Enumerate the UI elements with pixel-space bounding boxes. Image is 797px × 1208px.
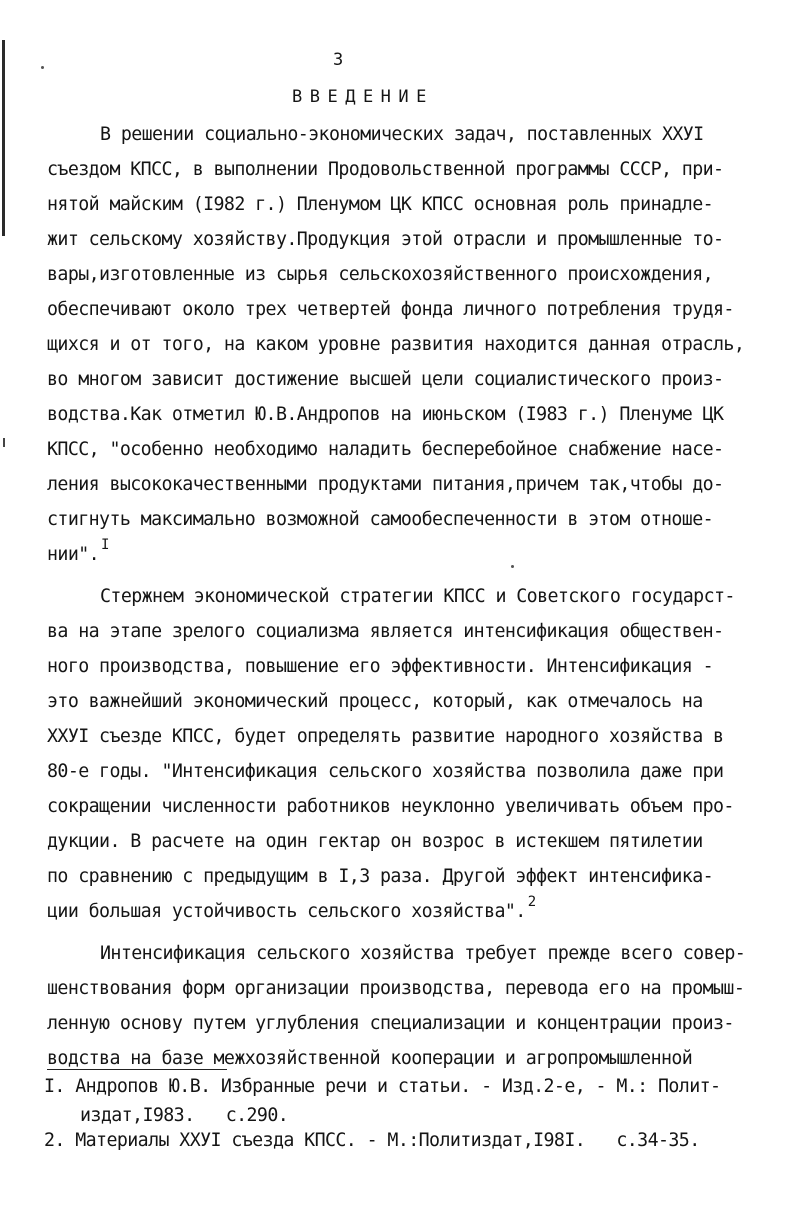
text-line: В решении социально-экономических задач, поставленных XXУI: [100, 124, 704, 145]
footnote-separator: [47, 1069, 227, 1070]
text-line: вары,изготовленные из сырья сельскохозяйственного происхождения,: [47, 264, 713, 285]
text-line: во многом зависит достижение высшей цели социалистического произ-: [47, 369, 724, 390]
text-line: ного производства, повышение его эффективности. Интенсификация -: [47, 656, 713, 677]
page-number: 3: [333, 50, 344, 70]
text-line: Стержнем экономической стратегии КПСС и Советского государст-: [100, 586, 735, 607]
text-line: водства на базе межхозяйственной кооперации и агропромышленной: [47, 1048, 693, 1069]
footnote-ref: 2: [527, 894, 536, 910]
text-line: КПСС, "особенно необходимо наладить бесперебойное снабжение насе-: [47, 439, 724, 460]
text-line: обеспечивают около трех четвертей фонда личного потребления трудя-: [47, 299, 734, 320]
text-line: ления высококачественными продуктами питания,причем так,чтобы до-: [47, 474, 724, 495]
text-line: по сравнению с предыдущим в I,3 раза. Другой эффект интенсифика-: [47, 866, 713, 887]
text-line: стигнуть максимально возможной самообеспеченности в этом отноше-: [47, 509, 713, 530]
text-line: ленную основу путем углубления специализации и концентрации произ-: [47, 1013, 734, 1034]
footnote-line: издат,I983. с.290.: [80, 1105, 289, 1126]
text-line: это важнейший экономический процесс, который, как отмечалось на: [47, 691, 703, 712]
page-title: ВВЕДЕНИЕ: [292, 87, 434, 107]
text-line: шенствования форм организации производства, перевода его на промыш-: [47, 978, 745, 999]
text-line: ва на этапе зрелого социализма является интенсификация обществен-: [47, 621, 724, 642]
text-fragment: ции большая устойчивость сельского хозяйства".: [47, 901, 526, 922]
text-line: Интенсификация сельского хозяйства требует прежде всего совер-: [100, 943, 746, 964]
left-margin-line: [2, 40, 5, 236]
text-line: 80-е годы. "Интенсификация сельского хозяйства позволила даже при: [47, 761, 724, 782]
text-line: [47, 894, 536, 926]
text-line: жит сельскому хозяйству.Продукция этой отрасли и промышленные то-: [47, 229, 724, 250]
footnote-ref: I: [101, 537, 109, 553]
speck: [41, 66, 44, 69]
text-fragment: нии".: [47, 544, 100, 565]
speck: [511, 565, 514, 568]
text-line: [47, 537, 109, 569]
margin-mark: [3, 438, 5, 447]
footnote-line: I. Андропов Ю.В. Избранные речи и статьи. - Изд.2-е, - М.: Полит-: [44, 1076, 721, 1097]
footnote-line: 2. Материалы XXУI съезда КПСС. - М.:Политиздат,I98I. с.34-35.: [44, 1130, 700, 1151]
text-line: щихся и от того, на каком уровне развития находится данная отрасль,: [47, 334, 745, 355]
text-line: нятой майским (I982 г.) Пленумом ЦК КПСС основная роль принадле-: [47, 194, 713, 215]
text-line: съездом КПСС, в выполнении Продовольственной программы СССР, при-: [47, 159, 724, 180]
text-line: XXУI съезде КПСС, будет определять развитие народного хозяйства в: [47, 726, 724, 747]
text-line: водства.Как отметил Ю.В.Андропов на июньском (I983 г.) Пленуме ЦК: [47, 404, 724, 425]
text-line: сокращении численности работников неуклонно увеличивать объем про-: [47, 796, 734, 817]
text-line: дукции. В расчете на один гектар он возрос в истекшем пятилетии: [47, 831, 703, 852]
